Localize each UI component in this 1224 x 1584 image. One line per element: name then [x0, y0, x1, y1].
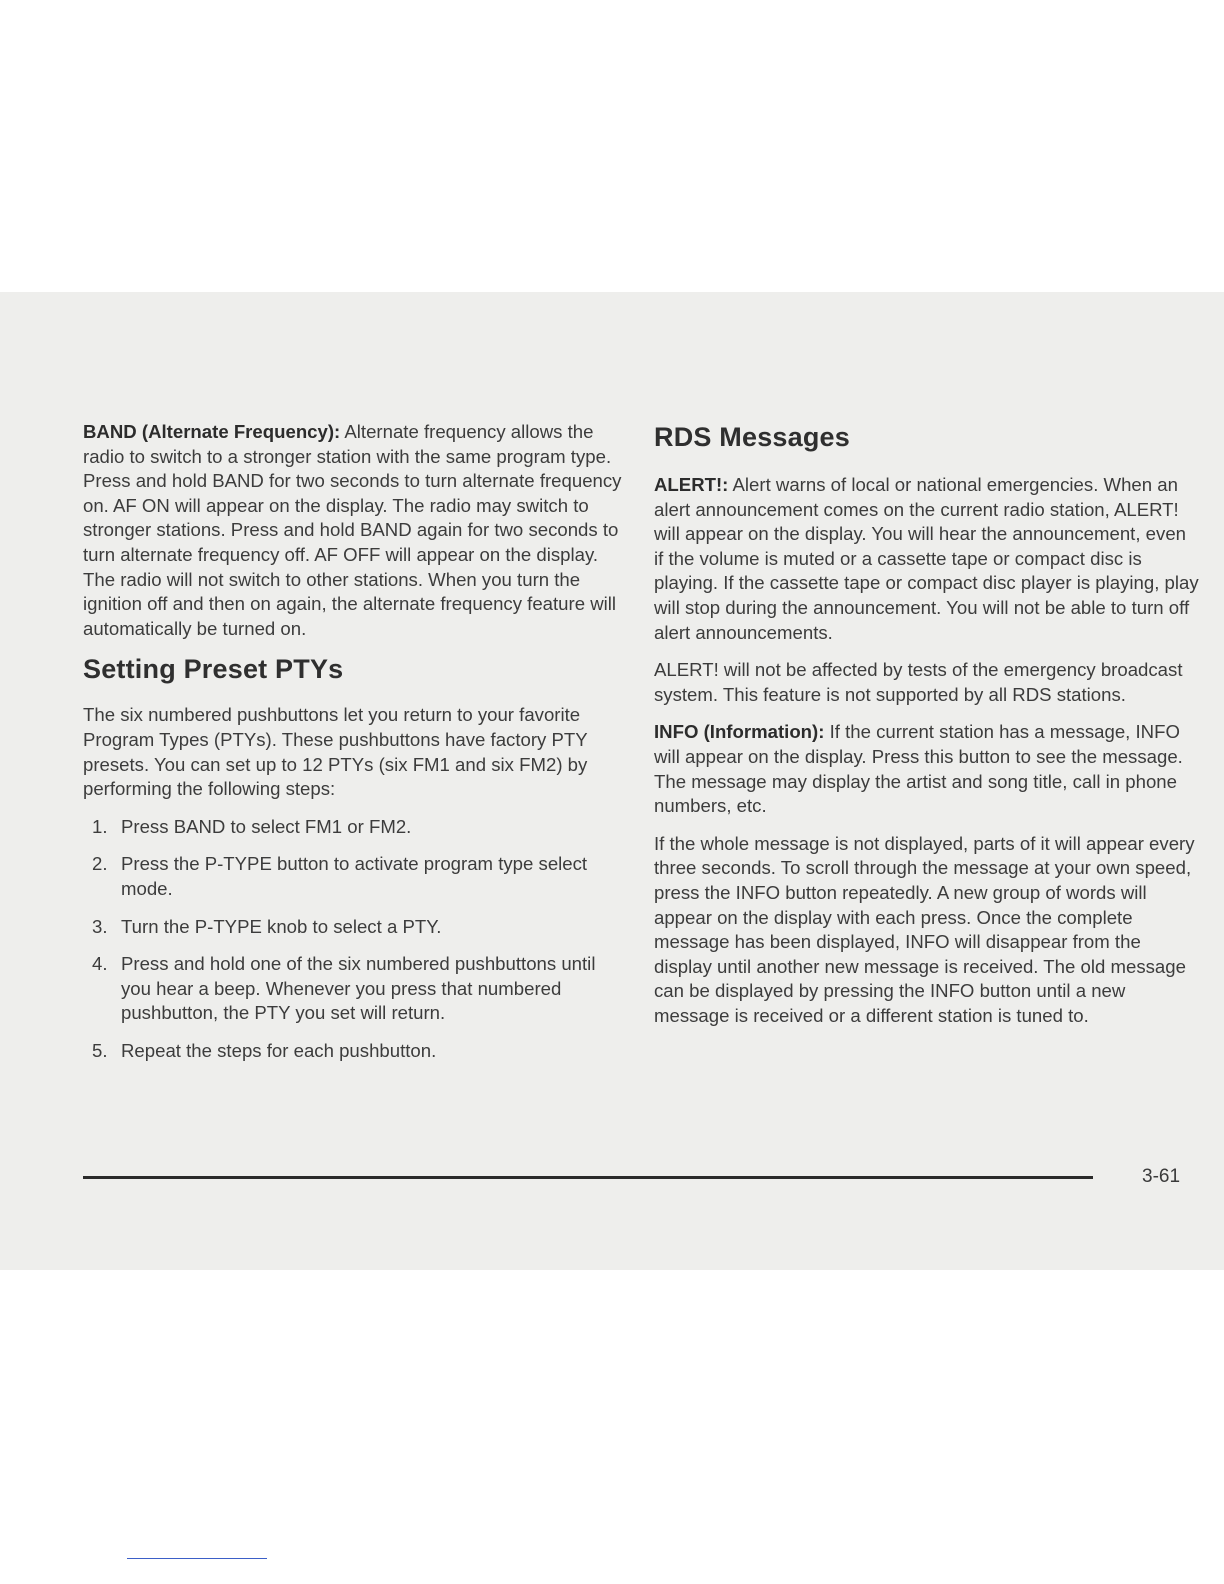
- step-text: Press the P-TYPE button to activate program type select mode.: [121, 853, 588, 899]
- band-text: Alternate frequency allows the radio to switch to a stronger station with the same program type. Press and hold BAND for two seconds to turn alternate frequency on. AF ON will appear on the display. The radio may switch to stronger stations. Press and hold BAND again for two seconds to turn alternate frequency off. AF OFF will appear on the display. The radio will not switch to other stations. When you turn the ignition off and then on again, the alternate frequency feature will automatically be turned on.: [83, 421, 622, 639]
- preset-intro: The six numbered pushbuttons let you return to your favorite Program Types (PTYs). These pushbuttons have factory PTY presets. You can set up to 12 PTYs (six FM1 and six FM2) by performing the following steps:: [83, 704, 588, 800]
- list-item: [83, 952, 623, 1026]
- list-item: [83, 815, 623, 840]
- right-column: [654, 420, 1199, 1041]
- setting-preset-heading: Setting Preset PTYs: [83, 654, 344, 685]
- step-number: 1.: [92, 815, 108, 837]
- step-number: 2.: [92, 853, 108, 875]
- rds-messages-heading: RDS Messages: [654, 422, 850, 452]
- step-text: Turn the P-TYPE knob to select a PTY.: [121, 915, 442, 937]
- step-number: 5.: [92, 1039, 108, 1061]
- page-number: 3-61: [1142, 1166, 1181, 1187]
- list-item: [83, 852, 623, 901]
- band-lead: BAND (Alternate Frequency):: [83, 421, 341, 442]
- footer-rule: [83, 1176, 1093, 1179]
- left-column: [83, 420, 623, 1076]
- info-note: If the whole message is not displayed, parts of it will appear every three seconds. To scroll through the message at your own speed, press the INFO button repeatedly. A new group of words will appear on the display with each press. Once the complete message has been displayed, INFO will disappear from the display until another new message is received. The old message can be displayed by pressing the INFO button until a new message is received or a different station is tuned to.: [654, 832, 1195, 1026]
- step-number: 3.: [92, 915, 108, 937]
- alert-paragraph: [654, 473, 1199, 645]
- preset-steps-list: [83, 815, 623, 1064]
- info-text: If the current station has a message, INFO will appear on the display. Press this button to see the message. The message may display the artist and song title, call in phone numbers, etc.: [654, 721, 1183, 817]
- alert-note: ALERT! will not be affected by tests of the emergency broadcast system. This feature is not supported by all RDS stations.: [654, 659, 1183, 705]
- alert-text: Alert warns of local or national emergencies. When an alert announcement comes on the current radio station, ALERT! will appear on the display. You will hear the announcement, even if the volume is muted or a cassette tape or compact disc is playing. If the cassette tape or compact disc player is playing, play will stop during the announcement. You will not be able to turn off alert announcements.: [654, 474, 1199, 643]
- info-lead: INFO (Information):: [654, 721, 825, 743]
- band-paragraph: [83, 420, 623, 641]
- step-number: 4.: [92, 953, 108, 975]
- link-underline: [127, 1558, 267, 1559]
- step-text: Repeat the steps for each pushbutton.: [121, 1039, 437, 1061]
- step-text: Press and hold one of the six numbered pushbuttons until you hear a beep. Whenever you press that numbered pushbutton, the PTY you set will return.: [121, 953, 596, 1024]
- step-text: Press BAND to select FM1 or FM2.: [121, 815, 412, 837]
- info-paragraph: [654, 720, 1199, 818]
- list-item: [83, 915, 623, 940]
- alert-lead: ALERT!:: [654, 474, 729, 495]
- list-item: [83, 1039, 623, 1064]
